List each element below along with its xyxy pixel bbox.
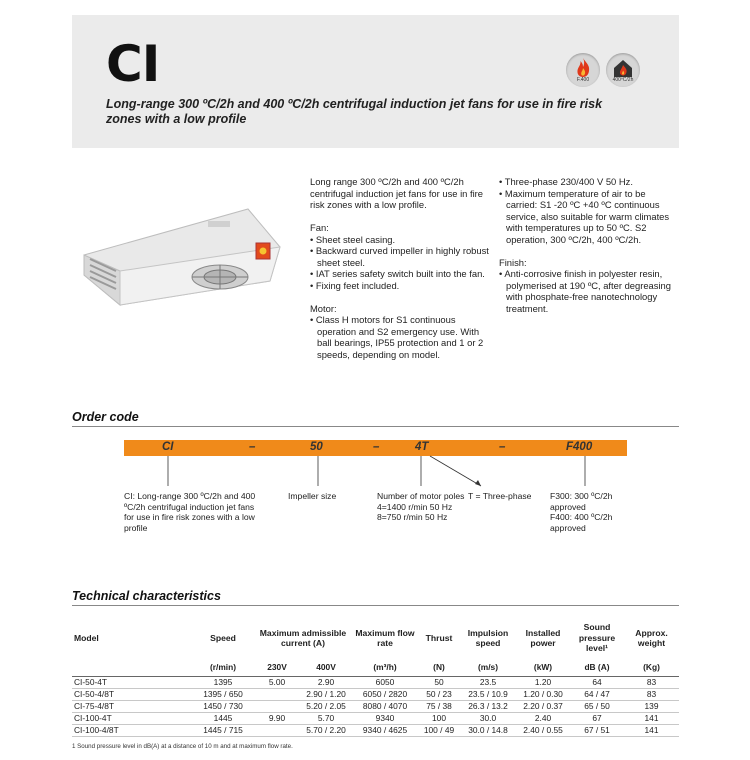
- table-cell: 50: [418, 676, 460, 688]
- table-cell: 64: [570, 676, 624, 688]
- unit-cell: 230V: [254, 658, 300, 676]
- order-note-series: CI: Long-range 300 ºC/2h and 400 ºC/2h centrifugal induction jet fans for use in fire risk zones with a low profile: [124, 491, 256, 533]
- table-cell: 9340 / 4625: [352, 724, 418, 736]
- table-cell: CI-75-4/8T: [72, 700, 192, 712]
- table-cell: 67 / 51: [570, 724, 624, 736]
- table-cell: [254, 724, 300, 736]
- list-item: • Backward curved impeller in highly robust sheet steel.: [310, 245, 489, 268]
- table-cell: 30.0 / 14.8: [460, 724, 516, 736]
- code-motor: 4T: [415, 441, 429, 453]
- table-cell: 64 / 47: [570, 688, 624, 700]
- header-current: Maximum admissible current (A): [259, 627, 347, 648]
- table-cell: 50 / 23: [418, 688, 460, 700]
- table-cell: 1445 / 715: [192, 724, 254, 736]
- list-item: • Three-phase 230/400 V 50 Hz.: [499, 176, 633, 187]
- finish-feature-list: [499, 268, 679, 314]
- order-note-poles: Number of motor poles 4=1400 r/min 50 Hz 8=750 r/min 50 Hz: [377, 491, 465, 523]
- table-cell: 1.20 / 0.30: [516, 688, 570, 700]
- table-cell: CI-100-4T: [72, 712, 192, 724]
- table-cell: 1395 / 650: [192, 688, 254, 700]
- table-cell: 6050 / 2820: [352, 688, 418, 700]
- table-units-row: [72, 658, 679, 676]
- list-item: • Class H motors for S1 continuous operation and S2 emergency use. With ball bearings, IP55 protection and 1 or 2 speeds, depending on model.: [310, 314, 484, 360]
- table-row: [72, 676, 679, 688]
- header-impulsion: Impulsion speed: [467, 627, 509, 648]
- order-note-finish: F300: 300 ºC/2h approved F400: 400 ºC/2h approved: [550, 491, 613, 533]
- table-cell: 83: [624, 676, 679, 688]
- unit-cell: dB (A): [570, 658, 624, 676]
- table-cell: 2.90 / 1.20: [300, 688, 352, 700]
- table-cell: 1395: [192, 676, 254, 688]
- unit-cell: (m/s): [460, 658, 516, 676]
- table-cell: [254, 700, 300, 712]
- table-cell: 6050: [352, 676, 418, 688]
- order-code-bar: [124, 440, 627, 456]
- header-flow: Maximum flow rate: [355, 627, 415, 648]
- table-cell: 65 / 50: [570, 700, 624, 712]
- table-footnote: 1 Sound pressure level in dB(A) at a distance of 10 m and at maximum flow rate.: [72, 743, 293, 750]
- table-cell: 23.5: [460, 676, 516, 688]
- table-cell: 75 / 38: [418, 700, 460, 712]
- table-cell: [254, 688, 300, 700]
- list-item: • IAT series safety switch built into the fan.: [310, 268, 485, 279]
- description-column-1: [310, 176, 494, 360]
- technical-title: Technical characteristics: [72, 589, 221, 603]
- table-cell: 5.00: [254, 676, 300, 688]
- unit-cell: (Kg): [624, 658, 679, 676]
- list-item: • Fixing feet included.: [310, 279, 400, 291]
- code-dash: –: [499, 441, 506, 453]
- code-series: CI: [162, 441, 174, 453]
- table-cell: 139: [624, 700, 679, 712]
- table-cell: 100: [418, 712, 460, 724]
- table-cell: 8080 / 4070: [352, 700, 418, 712]
- unit-cell: (N): [418, 658, 460, 676]
- table-cell: 5.70: [300, 712, 352, 724]
- order-code-rule: [72, 426, 679, 427]
- table-cell: 9340: [352, 712, 418, 724]
- table-cell: CI-50-4T: [72, 676, 192, 688]
- code-dash: –: [373, 441, 380, 453]
- fan-feature-list: [310, 234, 494, 292]
- technical-table: [72, 618, 679, 737]
- fan-heading: Fan:: [310, 222, 329, 233]
- table-row: [72, 712, 679, 724]
- technical-rule: [72, 605, 679, 606]
- list-item: • Maximum temperature of air to be carried: S1 -20 ºC +40 ºC continuous service, also suitable for warm climates with temperatures up to 50 ºC. S2 operation, 300 ºC/2h, 400 ºC/2h.: [499, 187, 670, 245]
- table-cell: 1445: [192, 712, 254, 724]
- table-cell: 2.90: [300, 676, 352, 688]
- unit-cell: (r/min): [192, 658, 254, 676]
- table-cell: 141: [624, 712, 679, 724]
- temperature-rating-badge: [606, 53, 640, 87]
- header-model: Model: [74, 632, 99, 643]
- code-dash: –: [249, 441, 256, 453]
- table-cell: CI-100-4/8T: [72, 724, 192, 736]
- table-cell: CI-50-4/8T: [72, 688, 192, 700]
- table-cell: 26.3 / 13.2: [460, 700, 516, 712]
- motor-feature-list-continued: [499, 176, 679, 245]
- fire-rating-badge: [566, 53, 600, 87]
- table-cell: 1450 / 730: [192, 700, 254, 712]
- header-weight: Approx. weight: [635, 627, 668, 648]
- list-item: • Sheet steel casing.: [310, 233, 396, 245]
- unit-cell: (m³/h): [352, 658, 418, 676]
- code-finish: F400: [566, 441, 593, 453]
- fire-rating-label: F.400: [576, 77, 590, 83]
- order-code-title: Order code: [72, 410, 139, 424]
- table-row: [72, 700, 679, 712]
- code-size: 50: [310, 441, 323, 453]
- table-cell: 2.40: [516, 712, 570, 724]
- table-row: [72, 688, 679, 700]
- header-thrust: Thrust: [425, 632, 453, 643]
- table-cell: 5.20 / 2.05: [300, 700, 352, 712]
- table-row: [72, 724, 679, 736]
- motor-feature-list: [310, 314, 494, 360]
- header-sound: Sound pressure level¹: [578, 622, 616, 654]
- table-body: [72, 676, 679, 736]
- temperature-rating-label: 400ºC/2h: [612, 77, 634, 83]
- header-power: Installed power: [525, 627, 561, 648]
- finish-heading: Finish:: [499, 256, 527, 268]
- table-cell: 9.90: [254, 712, 300, 724]
- header-panel: [72, 15, 679, 148]
- table-cell: 100 / 49: [418, 724, 460, 736]
- table-cell: 2.20 / 0.37: [516, 700, 570, 712]
- table-header-row: [72, 618, 679, 658]
- page-subtitle: Long-range 300 ºC/2h and 400 ºC/2h centrifugal induction jet fans for use in fire risk zones with a low profile: [106, 97, 603, 126]
- table-cell: 2.40 / 0.55: [516, 724, 570, 736]
- header-speed: Speed: [210, 632, 236, 643]
- list-item: • Anti-corrosive finish in polyester resin, polymerised at 190 ºC, after degreasing with phosphate-free nanotechnology treatment.: [499, 268, 671, 314]
- description-column-2: [499, 176, 679, 314]
- unit-cell: (kW): [516, 658, 570, 676]
- table-cell: 23.5 / 10.9: [460, 688, 516, 700]
- order-note-impeller: Impeller size: [288, 491, 337, 501]
- product-image: [80, 205, 290, 315]
- table-cell: 67: [570, 712, 624, 724]
- table-cell: 30.0: [460, 712, 516, 724]
- description-intro: Long range 300 ºC/2h and 400 ºC/2h centrifugal induction jet fans for use in fire risk zones with a low profile.: [310, 176, 484, 210]
- motor-heading: Motor:: [310, 302, 337, 314]
- unit-cell: 400V: [300, 658, 352, 676]
- order-note-phase: T = Three-phase: [468, 491, 532, 501]
- table-cell: 141: [624, 724, 679, 736]
- table-cell: 1.20: [516, 676, 570, 688]
- table-cell: 5.70 / 2.20: [300, 724, 352, 736]
- table-cell: 83: [624, 688, 679, 700]
- page-title: CI: [106, 35, 160, 93]
